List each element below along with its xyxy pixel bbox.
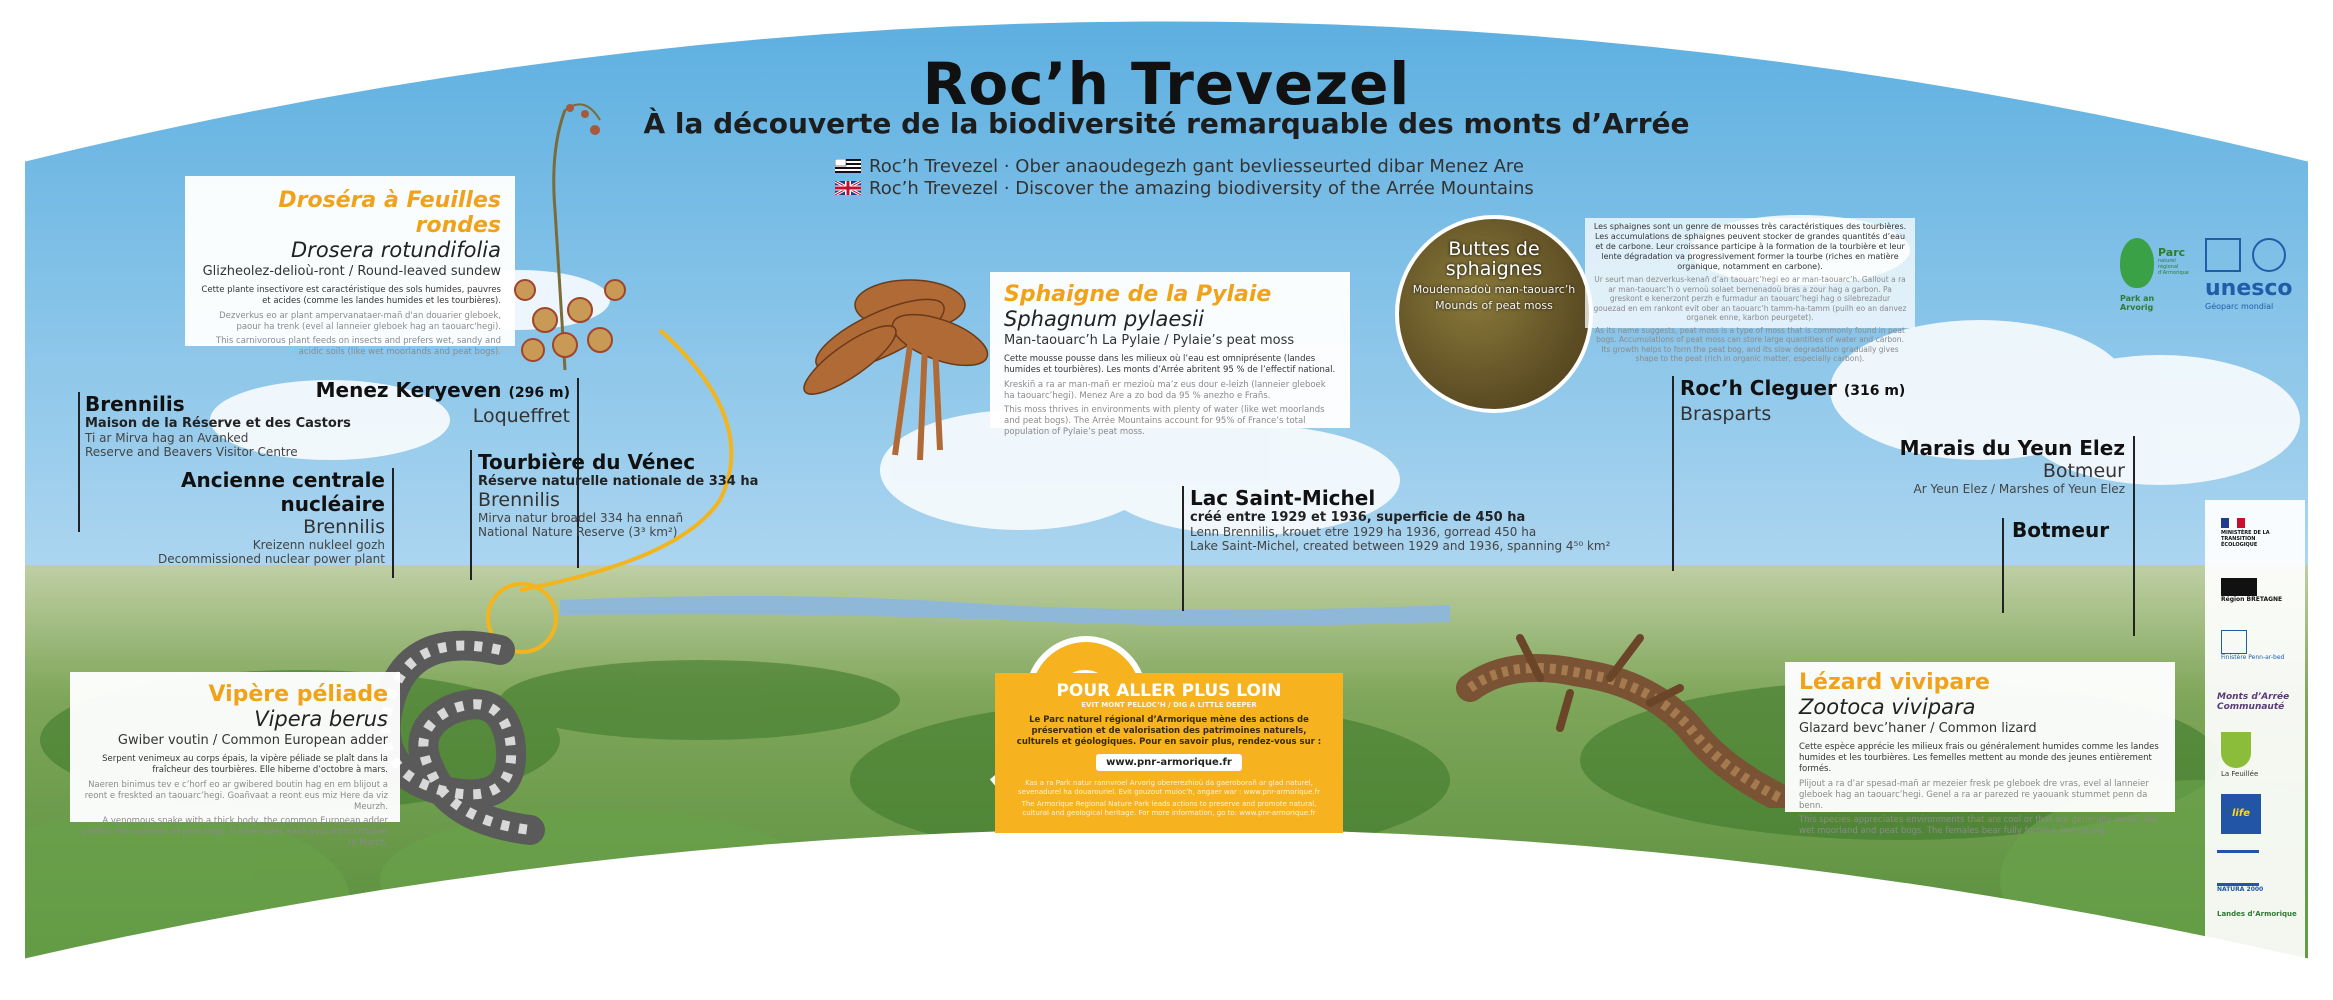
unesco-temple-icon bbox=[2205, 238, 2241, 272]
mounds-breton: Moudennadoù man-taouarc’h bbox=[1412, 283, 1576, 296]
more-info-subtitle: EVIT MONT PELLOC’H / DIG A LITTLE DEEPER bbox=[1081, 701, 1257, 709]
bretagne-logo: Région BRETAGNE bbox=[2221, 578, 2291, 603]
drosera-illustration bbox=[505, 90, 645, 380]
la-feuillee-logo: La Feuillée bbox=[2221, 732, 2291, 778]
botmeur-pointer bbox=[2002, 518, 2004, 613]
more-info-text-br: Kas a ra Park natur rannvroel Arvorig obererezhioù da gaeroborañ ar glad naturel, sevenadurel ha douarouriel. Evit gouzout muioc’h, angaer war : www.pnr-armorique.fr bbox=[1018, 779, 1320, 796]
drosera-text-fr: Cette plante insectivore est caractéristique des sols humides, pauvres et acides (comme les landes humides et les tourbières). bbox=[201, 285, 501, 306]
mounds-title: Buttes de sphaignes bbox=[1445, 238, 1543, 280]
parc-armorique-logo: Parc naturel régional d’Armorique Park an Arvorig bbox=[2120, 238, 2190, 318]
yeun-elez-place: Marais du Yeun Elez Botmeur Ar Yeun Elez / Marshes of Yeun Elez bbox=[1899, 436, 2125, 496]
breton-title: Roc’h Trevezel · Ober anaoudegezh gant bevliesseurted dibar Menez Are bbox=[835, 156, 1524, 177]
viper-text-fr: Serpent venimeux au corps épais, la vipère péliade se plaît dans la fraîcheur des tourbières. Elle hiberne d’octobre à mars. bbox=[102, 754, 388, 775]
brennilis-place: Brennilis Maison de la Réserve et des Castors Ti ar Mirva hag an Avanked Reserve and Beavers Visitor Centre bbox=[85, 392, 351, 459]
drosera-common: Glizheolez-delioù-ront / Round-leaved sundew bbox=[202, 264, 501, 279]
parc-leaf-icon bbox=[2120, 238, 2154, 288]
ministry-logo: MINISTÈRE DE LA TRANSITION ÉCOLOGIQUE bbox=[2221, 518, 2291, 548]
venec-peatbog-place: Tourbière du Vénec Réserve naturelle nationale de 334 ha Brennilis Mirva natur broadel 334 ha ennañ National Nature Reserve (3³ km²) bbox=[478, 450, 759, 539]
landes-armorique-logo: Landes d’Armorique bbox=[2217, 910, 2297, 918]
viper-text-br: Naeren binimus tev e c’horf eo ar gwibered boutin hag en em blijout a reont e freskted an taouarc’hegi. Goañvaat a reont eus miz Here da viz Meurzh. bbox=[84, 780, 388, 812]
lizard-text-en: This species appreciates environments that are cool or that are generally moist, like wet moorland and peat bogs. The females bear fully formed, live young. bbox=[1799, 815, 2158, 836]
brennilis-pointer bbox=[78, 392, 80, 532]
partner-logos bbox=[2205, 500, 2305, 960]
viper-common: Gwiber voutin / Common European adder bbox=[117, 733, 388, 748]
natura2000-logo: NATURA 2000 bbox=[2217, 850, 2297, 893]
lizard-illustration bbox=[1450, 618, 1790, 808]
mounds-text-fr: Les sphaignes sont un genre de mousses très caractéristiques des tourbières. Les accumulations de sphaignes peuvent stocker de grandes quantités d’eau et de carbone. Leur croissance participe à la formation de la tourbière et leur lente dégradation va progressivement former la tourbe (riches en matière organique, notamment en carbone). bbox=[1593, 222, 1907, 271]
english-title: Roc’h Trevezel · Discover the amazing biodiversity of the Arrée Mountains bbox=[835, 178, 1534, 199]
uk-flag-icon bbox=[835, 181, 861, 195]
drosera-text-en: This carnivorous plant feeds on insects and prefers wet, sandy and acidic soils (like wet moorlands and peat bogs). bbox=[215, 336, 501, 357]
viper-name: Vipère péliade bbox=[208, 682, 388, 707]
lizard-common: Glazard bevc’haner / Common lizard bbox=[1799, 721, 2037, 736]
more-info-text-fr: Le Parc naturel régional d’Armorique mène des actions de préservation et de valorisation des patrimoines naturels, culturels et géologiques. Pour en savoir plus, rendez-vous sur : bbox=[1016, 715, 1322, 747]
unesco-logo: unesco Géoparc mondial bbox=[2205, 238, 2295, 318]
sphagnum-name: Sphaigne de la Pylaie bbox=[1004, 282, 1272, 307]
more-info-box bbox=[995, 673, 1343, 833]
sphagnum-text-br: Kreskiñ a ra ar man-mañ er mezioù ma’z eus dour e-leizh (lanneier gleboek ha taouarc’hegi). Menez Are a zo bod da 95 % anezho e Frañs. bbox=[1004, 380, 1326, 401]
peat-moss-mound-image bbox=[1395, 215, 1593, 413]
lac-saint-michel-place: Lac Saint-Michel créé entre 1929 et 1936, superficie de 450 ha Lenn Brennilis, krouet etre 1929 ha 1936, gorread 450 ha Lake Saint-Michel, created between 1929 and 1936, spanning 4⁵⁰ km² bbox=[1190, 486, 1611, 553]
mounds-text-en: As its name suggests, peat moss is a type of moss that is commonly found in peat bogs. Accumulations of peat moss can store large quantities of water and carbon. Its growth helps to form the peat bog, and its slow degradation gradually gives shape to the peat (rich in organic matter, especially carbon). bbox=[1595, 325, 1905, 363]
mounds-text-br: Ur seurt man dezverkus-kenañ d’an taouarc’hegi eo ar man-taouarc’h. Gallout a ra ar man-taouarc’h o vernoù solaet bernenadoù bras a zour hag a garbon. Pa greskont e kenerzont perzh e furmadur an taouarc’hegi hag o silebrezadur gouezad en em rankont evit ober an taouarc’h tamm-ha-tamm (puilh eo an danvez organek enne, karbon peurgetet). bbox=[1593, 275, 1907, 322]
finistere-logo: Finistère Penn-ar-bed bbox=[2221, 630, 2291, 661]
sphagnum-text-en: This moss thrives in environments with plenty of water (like wet moorlands and peat bogs). The Arrée Mountains account for 95% of France’s total population of Pylaie’s peat moss. bbox=[1004, 405, 1325, 437]
lizard-latin: Zootoca vivipara bbox=[1799, 695, 1976, 719]
mounds-english: Mounds of peat moss bbox=[1435, 299, 1553, 312]
viper-latin: Vipera berus bbox=[254, 707, 388, 731]
drosera-latin: Drosera rotundifolia bbox=[291, 238, 501, 262]
page-subtitle: À la découverte de la biodiversité remarquable des monts d’Arrée bbox=[643, 107, 1690, 140]
lizard-name: Lézard vivipare bbox=[1799, 670, 1990, 695]
lac-saint-michel-pointer bbox=[1182, 486, 1184, 611]
drosera-text-br: Dezverkus eo ar plant ampervanataer-mañ d'an douarier gleboek, paour ha trenk (evel al lanneier gleboek hag an taouarc'hegi). bbox=[219, 311, 501, 332]
pnr-website-link[interactable]: www.pnr-armorique.fr bbox=[1096, 754, 1242, 771]
more-info-text-en: The Armorique Regional Nature Park leads actions to preserve and promote natural, cultural and geological heritage. For more information, go to: www.pnr-armorique.fr bbox=[1021, 800, 1317, 817]
page-title: Roc’h Trevezel bbox=[922, 50, 1411, 118]
sphagnum-latin: Sphagnum pylaesii bbox=[1004, 307, 1204, 331]
sphagnum-text-fr: Cette mousse pousse dans les milieux où l’eau est omniprésente (landes humides et tourbières). Les monts d’Arrée abritent 95 % de l’effectif national. bbox=[1004, 354, 1336, 375]
nuclear-plant-place: Ancienne centrale nucléaire Brennilis Kreizenn nukleel gozh Decommissioned nuclear power plant bbox=[157, 468, 385, 566]
drosera-name: Droséra à Feuilles rondes bbox=[278, 188, 501, 238]
more-info-title: POUR ALLER PLUS LOIN bbox=[1056, 681, 1282, 701]
venec-peatbog-pointer bbox=[470, 450, 472, 580]
lizard-text-br: Plijout a ra d’ar spesad-mañ ar mezeier fresk pe gleboek dre vras, evel al lanneier gleboek hag an taouarc’hegi. Genel a ra ar parezed re yaouank stummet penn da benn. bbox=[1799, 779, 2149, 811]
menez-keryeven-place: Menez Keryeven (296 m) Loqueffret bbox=[315, 378, 570, 427]
viper-card bbox=[70, 672, 400, 848]
sphagnum-common: Man-taouarc’h La Pylaie / Pylaie’s peat moss bbox=[1004, 333, 1295, 348]
lizard-card bbox=[1785, 662, 2175, 836]
monts-arree-logo: Monts d’Arrée Communauté bbox=[2217, 692, 2290, 712]
yeun-elez-pointer bbox=[2133, 436, 2135, 636]
sphagnum-card bbox=[990, 272, 1350, 437]
botmeur-place: Botmeur bbox=[2012, 518, 2110, 542]
eu-life-logo: life bbox=[2221, 794, 2261, 834]
mounds-card bbox=[1585, 218, 1915, 363]
roch-cleguer-place: Roc’h Cleguer (316 m) Brasparts bbox=[1680, 376, 1906, 425]
drosera-card bbox=[185, 176, 515, 357]
roch-cleguer-pointer bbox=[1672, 376, 1674, 571]
lizard-text-fr: Cette espèce apprécie les milieux frais ou généralement humides comme les landes humides et les tourbières. Les femelles mettent au monde des jeunes entièrement formés. bbox=[1799, 742, 2159, 774]
geopark-icon bbox=[2252, 238, 2286, 272]
nuclear-plant-pointer bbox=[392, 468, 394, 578]
breton-flag-icon bbox=[835, 159, 861, 173]
viper-text-en: A venomous snake with a thick body, the common European adder prefers the coolness of peat bogs. It hibernates each year from October to March. bbox=[82, 816, 388, 848]
